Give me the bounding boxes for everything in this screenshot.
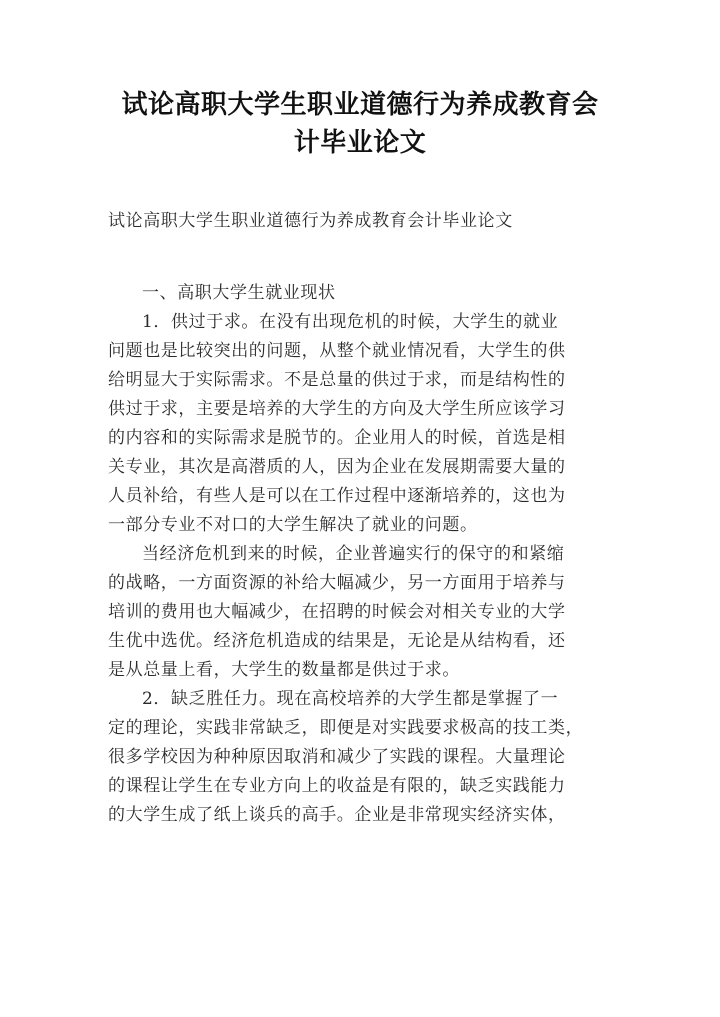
- paragraph-line: 人员补给，有些人是可以在工作过程中逐渐培养的，这也为: [108, 486, 566, 506]
- title-line: 试论高职大学生职业道德行为养成教育会: [121, 90, 599, 120]
- document-body: [108, 279, 620, 830]
- paragraph-line: 培训的费用也大幅减少，在招聘的时候会对相关专业的大学: [108, 602, 566, 622]
- paragraph-line: 问题也是比较突出的问题，从整个就业情况看，大学生的供: [108, 341, 566, 361]
- document-title: [90, 86, 630, 162]
- paragraph-line: 关专业，其次是高潜质的人，因为企业在发展期需要大量的: [108, 457, 566, 477]
- paragraph-line: 1．供过于求。在没有出现危机的时候，大学生的就业: [142, 312, 559, 332]
- paragraph-line: 的战略，一方面资源的补给大幅减少，另一方面用于培养与: [108, 573, 566, 593]
- document-subtitle: 试论高职大学生职业道德行为养成教育会计毕业论文: [108, 211, 513, 231]
- paragraph-line: 的内容和的实际需求是脱节的。企业用人的时候，首选是相: [108, 428, 566, 448]
- paragraph-line: 的课程让学生在专业方向上的收益是有限的，缺乏实践能力: [108, 776, 566, 796]
- paragraph-line: 给明显大于实际需求。不是总量的供过于求，而是结构性的: [108, 370, 566, 390]
- paragraph-line: 定的理论，实践非常缺乏，即便是对实践要求极高的技工类，: [108, 718, 584, 738]
- paragraph-line: 的大学生成了纸上谈兵的高手。企业是非常现实经济实体，: [108, 805, 566, 825]
- paragraph-line: 2．缺乏胜任力。现在高校培养的大学生都是掌握了一: [142, 689, 559, 709]
- paragraph-line: 供过于求，主要是培养的大学生的方向及大学生所应该学习: [108, 399, 566, 419]
- paragraph-line: 一部分专业不对口的大学生解决了就业的问题。: [108, 515, 478, 535]
- paragraph-line: 是从总量上看，大学生的数量都是供过于求。: [108, 660, 460, 680]
- paragraph-line: 生优中选优。经济危机造成的结果是，无论是从结构看，还: [108, 631, 566, 651]
- paragraph-line: 一、高职大学生就业现状: [142, 283, 336, 303]
- paragraph-line: 很多学校因为种种原因取消和减少了实践的课程。大量理论: [108, 747, 566, 767]
- paragraph-line: 当经济危机到来的时候，企业普遍实行的保守的和紧缩: [142, 544, 565, 564]
- title-line: 计毕业论文: [293, 128, 427, 158]
